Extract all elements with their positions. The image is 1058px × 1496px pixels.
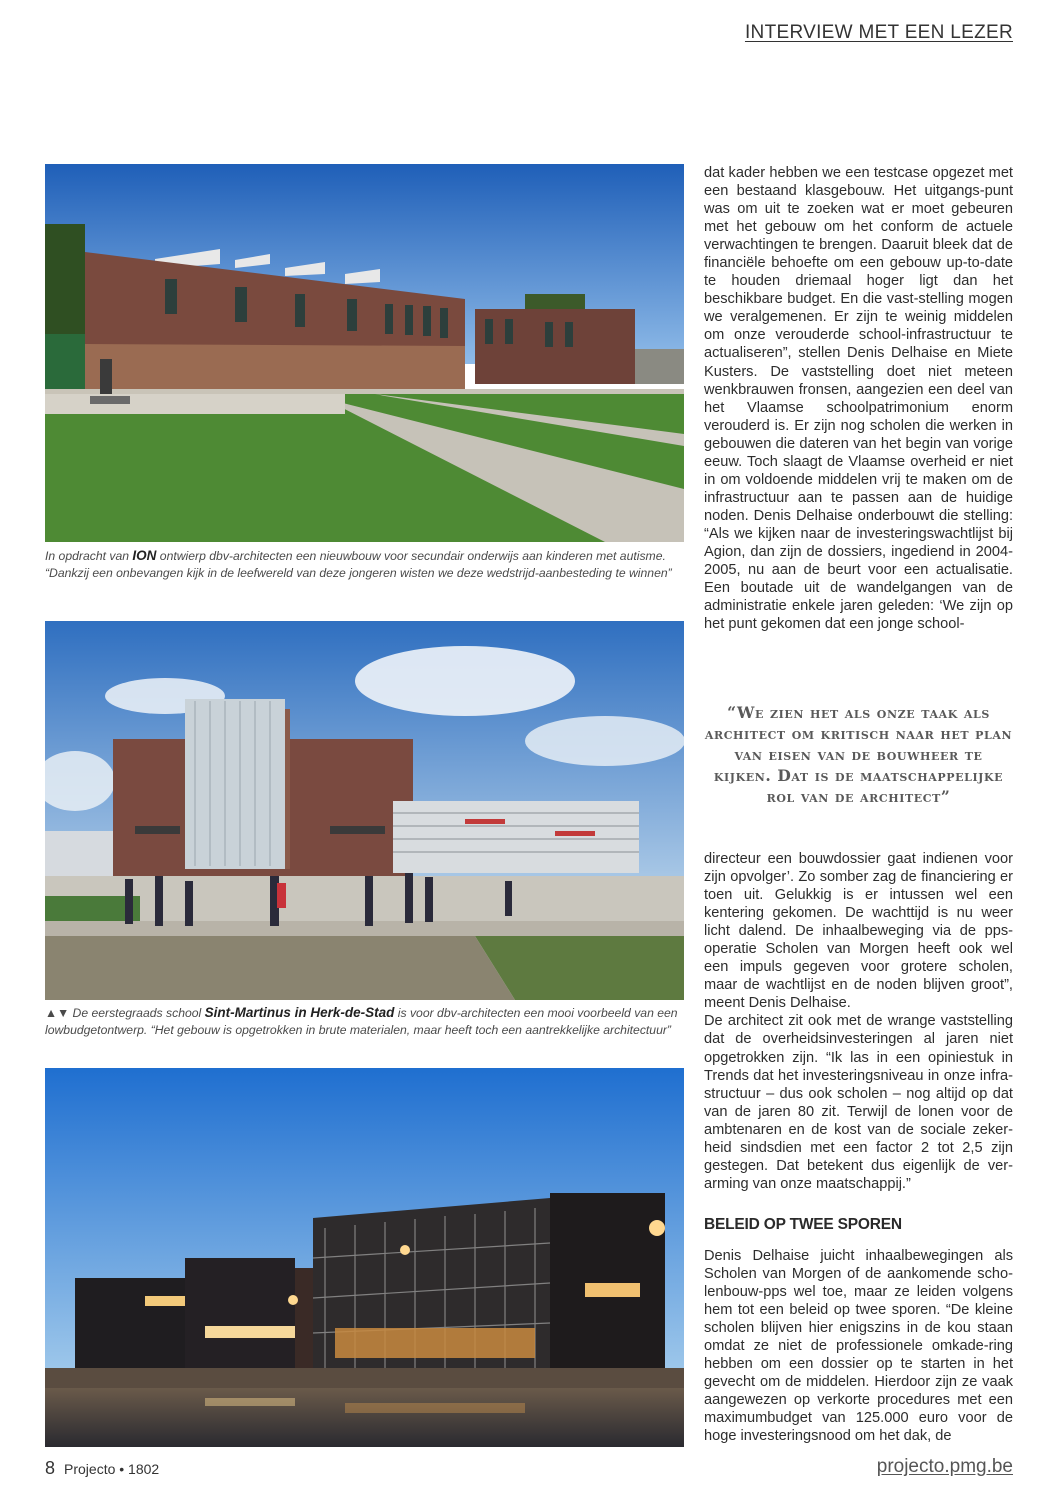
- article-paragraph-2: directeur een bouwdossier gaat indienen voor zijn opvolger’. Zo somber zag de financiering er toen uit. Gelukkig is er intussen wel een kentering gekomen. De wachttijd is nu weer licht dalend. De inhaalbeweging via de pps-operatie Scholen van Morgen heeft ook wel een impuls gegeven voor grotere scholen, maar de wachtlijst en de noden blijven groot”, meent Denis Delhaise.: [704, 851, 1013, 1012]
- page-footer-left: [45, 1458, 159, 1479]
- article-paragraph-3: De architect zit ook met de wrange vaststelling dat de overheidsinvesteringen al jaren niet opgetrokken zijn. “Ik las in een opiniestuk in Trends dat het investeringsniveau in onze infra-structuur – dus ook scholen – nog altijd op dat van de jaren 80 zit. Terwijl de lonen voor de ambtenaren en de kost van de sociale zeker-heid sindsdien met een factor 2 tot 2,5 zijn gestegen. Dat betekent dus eigenlijk de ver-arming van onze maatschappij.”: [704, 1013, 1013, 1192]
- photo-sint-martinus-day: [45, 621, 684, 1000]
- caption-client-name: ION: [132, 548, 157, 563]
- article-paragraph-1: dat kader hebben we een testcase opgezet met een bestaand klasgebouw. Het uitgangs-punt was om uit te zoeken wat er moet gebeuren met het gebouw om het conform de actuele verwachtingen te brengen. Daaruit bleek dat de financiële behoefte om een gebouw up-to-date te houden driemaal hoger ligt dan het beschikbare budget. En die vast-stelling mogen we veralgemenen. Er zijn te weinig middelen om onze verouderde school-infrastructuur te actualiseren”, stellen Denis Delhaise en Miete Kusters. De vaststelling doet niet meteen wenkbrauwen fronsen, aangezien een deel van het Vlaamse schoolpatrimonium enorm verouderd is. Er zijn nog scholen die werken in gebouwen die dateren van het begin van vorige eeuw. Toch slaagt de Vlaamse overheid er niet in om voldoende middelen vrij te maken om de infrastructuur aan te passen aan de huidige noden. Denis Delhaise onderbouwt die stelling: “Als we kijken naar de investeringswachtlijst bij Agion, dan zijn de dossiers, ingediend in 2004-2005, nu aan de beurt voor een actualisatie. Een boutade uit de wandelgangen van de administratie enkele jaren geleden: ‘We zijn op het punt gekomen dat een jonge school-: [704, 165, 1013, 633]
- issue-label: Projecto • 1802: [64, 1461, 160, 1477]
- photo-school-ion: [45, 164, 684, 542]
- photo-caption-sint-martinus: ▲▼ De eerstegraads school Sint-Martinus in Herk-de-Stad is voor dbv-architecten een mooi voorbeeld van een lowbudgetontwerp. “Het gebouw is opgetrokken in brute materialen, maar heeft toch een aantrekkelijke architectuur”: [45, 1005, 678, 1037]
- caption-school-name: Sint-Martinus in Herk-de-Stad: [204, 1005, 395, 1020]
- website-link[interactable]: projecto.pmg.be: [876, 1456, 1013, 1477]
- photo-sint-martinus-dusk: [45, 1068, 684, 1447]
- section-header: INTERVIEW MET EEN LEZER: [744, 22, 1013, 43]
- article-paragraph-4: Denis Delhaise juicht inhaalbewegingen als Scholen van Morgen of de aankomende scho-lenbouw-pps wel toe, maar ze leiden volgens hem tot een beleid op twee sporen. “De kleine scholen blijven hier enigszins in de kou staan omdat ze niet de professionele omkade-ring hebben om een dossier op te starten in het gevecht om de middelen. Hierdoor zijn ze vaak aangewezen op verkorte procedures met een maximumbudget van 125.000 euro voor de hoge investeringsnood om het dak, de: [704, 1248, 1013, 1445]
- pull-quote: “We zien het als onze taak als architect om kritisch naar het plan van eisen van de bouwheer te kijken. Dat is de maatschappelijke rol van de architect”: [704, 703, 1013, 806]
- article-paragraphs-2-3: [704, 850, 1013, 1193]
- photo-caption-ion: In opdracht van ION ontwierp dbv-architecten een nieuwbouw voor secundair onderwijs aan kinderen met autisme. “Dankzij een onbevangen kijk in de leefwereld van deze jongeren wisten we deze wedstrijd-aanbesteding te winnen”: [45, 548, 672, 580]
- article-subheading: BELEID OP TWEE SPOREN: [704, 1216, 902, 1233]
- page-number: 8: [45, 1458, 56, 1478]
